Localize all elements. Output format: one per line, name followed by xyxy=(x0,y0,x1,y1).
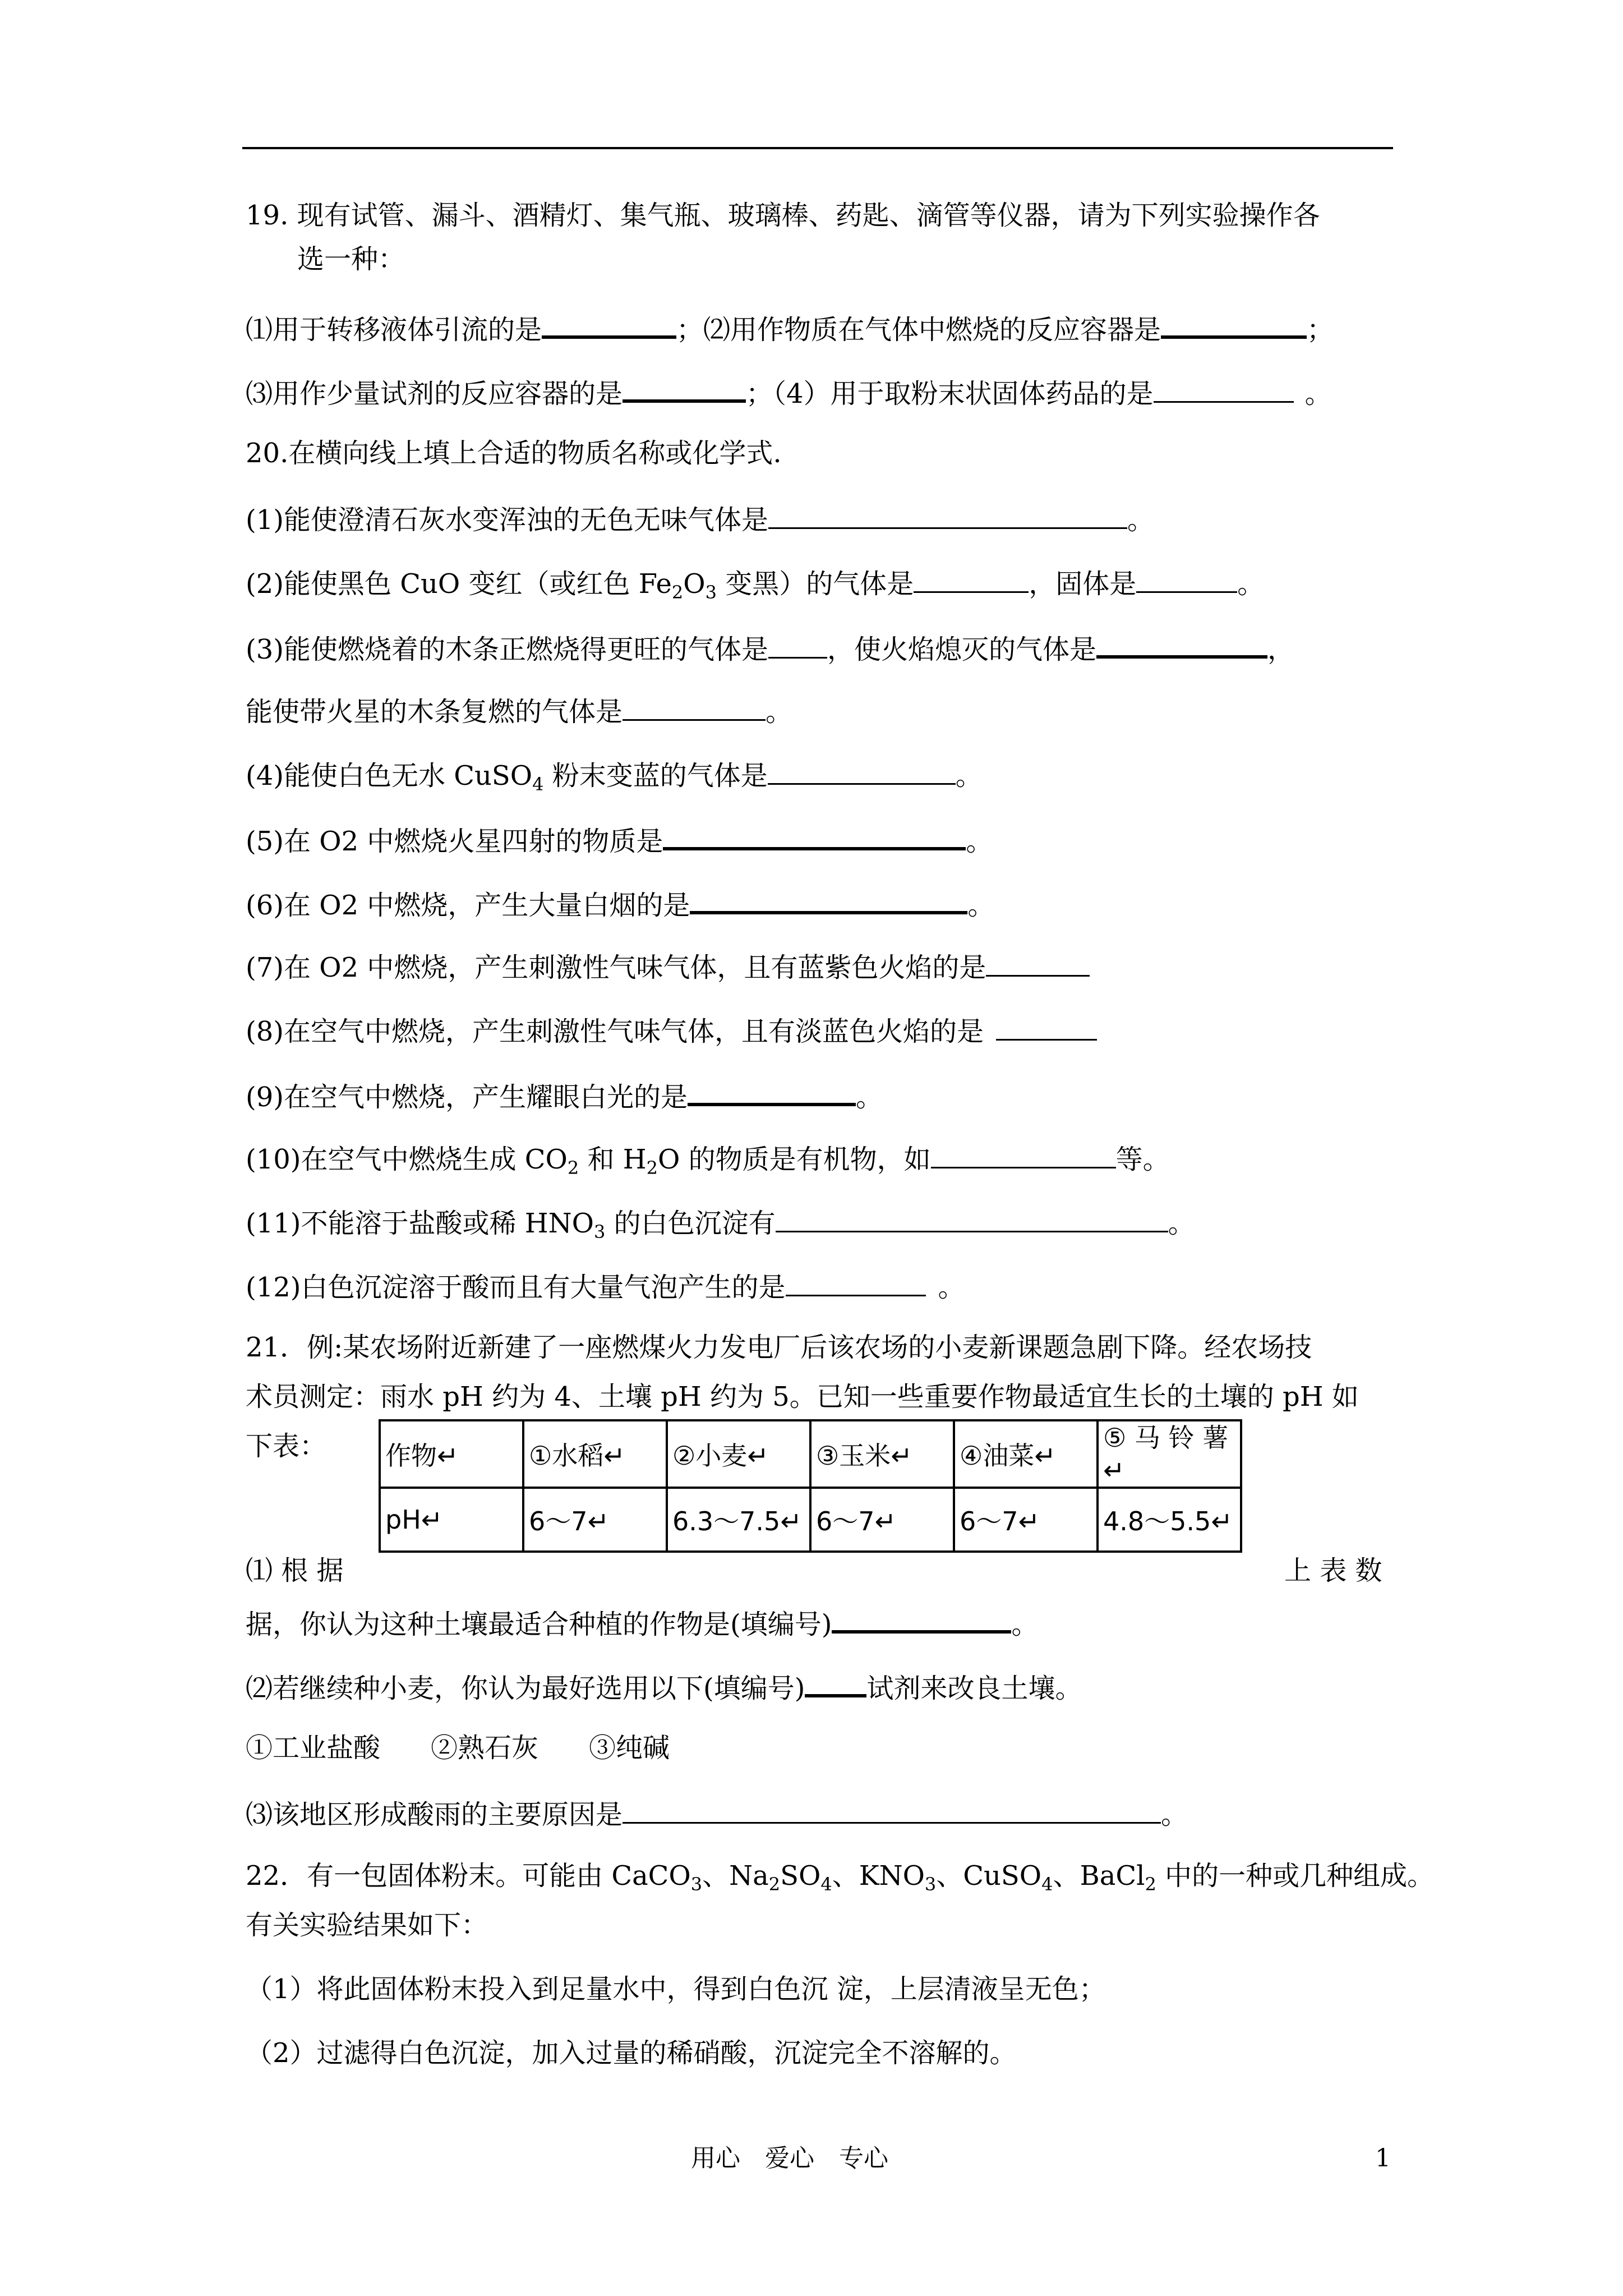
q20-item7 xyxy=(246,947,1090,986)
q20-i3-comma: ， xyxy=(1267,634,1295,665)
q21-blank1[interactable] xyxy=(832,1602,1011,1634)
q21-p1-left: ⑴ 根 据 xyxy=(246,1555,344,1586)
q20-blank5[interactable] xyxy=(1096,627,1267,659)
q20-blank12[interactable] xyxy=(688,1075,856,1106)
q20-i5-text: (5)在 O2 中燃烧火星四射的物质是 xyxy=(246,826,663,857)
q20-i10-end: 等。 xyxy=(1115,1144,1170,1175)
q22-sub1: 3 xyxy=(690,1874,703,1895)
table-row xyxy=(380,1488,1241,1552)
q20-item3-cont xyxy=(246,691,792,730)
crop-ph-table xyxy=(379,1419,1242,1553)
q20-i7-text: (7)在 O2 中燃烧，产生刺激性气味气体，且有蓝紫色火焰的是 xyxy=(246,952,986,983)
header-rule xyxy=(242,147,1393,149)
q20-i10-text: (10)在空气中燃烧生成 CO xyxy=(246,1144,568,1175)
q20-item1 xyxy=(246,499,1154,538)
q21-line1: 21．例:某农场附近新建了一座燃煤火力发电厂后该农场的小麦新课题急剧下降。经农场技 xyxy=(246,1332,1312,1363)
q20-i3-end: 。 xyxy=(766,696,793,728)
q19-l4a: ⑶用作少量试剂的反应容器的是 xyxy=(246,378,623,409)
q19-l4c: 。 xyxy=(1304,378,1332,409)
q21-p2 xyxy=(246,1666,1082,1706)
q20-item3 xyxy=(246,627,1294,668)
q20-item5 xyxy=(246,819,993,859)
table-cell: ②小麦↵ xyxy=(667,1420,810,1488)
q20-i2-o: O xyxy=(683,568,706,600)
q20-i11-sub: 3 xyxy=(594,1221,606,1243)
q22-line4: （2）过滤得白色沉淀，加入过量的稀硝酸，沉淀完全不溶解的。 xyxy=(246,2037,1017,2069)
q20-blank14[interactable] xyxy=(776,1203,1168,1232)
table-cell: 6.3～7.5↵ xyxy=(667,1488,810,1552)
q19-blank3[interactable] xyxy=(623,371,746,403)
q20-item11 xyxy=(246,1203,1195,1250)
option-3: ③纯碱 xyxy=(589,1732,670,1764)
q22-text-b: 、Na xyxy=(702,1860,769,1892)
table-cell: ④油菜↵ xyxy=(954,1420,1098,1488)
q20-blank2[interactable] xyxy=(914,563,1029,593)
q19-l3a: ⑴用于转移液体引流的是 xyxy=(246,314,542,346)
q20-i12-text: (12)白色沉淀溶于酸而且有大量气泡产生的是 xyxy=(246,1272,786,1303)
q20-i10-sub1: 2 xyxy=(567,1157,579,1179)
q20-i6-end: 。 xyxy=(967,890,995,921)
q20-blank6[interactable] xyxy=(623,691,766,721)
q20-title: 20.在横向线上填上合适的物质名称或化学式. xyxy=(246,438,782,469)
q22-sub3: 4 xyxy=(820,1874,832,1895)
option-1: ①工业盐酸 xyxy=(246,1732,381,1764)
q20-item9 xyxy=(246,1075,883,1115)
q21-p1-end: 。 xyxy=(1011,1609,1039,1640)
q20-i2-sub2: 3 xyxy=(705,582,717,603)
q20-i3-text3: 能使带火星的木条复燃的气体是 xyxy=(246,696,623,728)
q20-i11-text2: 的白色沉淀有 xyxy=(605,1208,776,1239)
q21-blank3[interactable] xyxy=(623,1794,1161,1824)
q20-i4-sub: 4 xyxy=(532,774,544,795)
q20-item12 xyxy=(246,1267,965,1305)
q19-line4 xyxy=(246,371,1332,412)
q21-p3-end: 。 xyxy=(1161,1799,1188,1830)
q19-blank1[interactable] xyxy=(542,307,676,339)
q20-i8-text: (8)在空气中燃烧，产生刺激性气味气体，且有淡蓝色火焰的是 xyxy=(246,1016,984,1047)
q19-l3b: ；⑵用作物质在气体中燃烧的反应容器是 xyxy=(676,314,1161,346)
q20-blank8[interactable] xyxy=(663,819,966,850)
q20-i9-text: (9)在空气中燃烧，产生耀眼白光的是 xyxy=(246,1082,688,1113)
q21-line2: 术员测定：雨水 pH 约为 4、土壤 pH 约为 5。已知一些重要作物最适宜生长的土壤的 pH 如 xyxy=(246,1381,1359,1412)
q21-p1-right: 上 表 数 xyxy=(1284,1555,1382,1586)
q22-line2: 有关实验结果如下： xyxy=(246,1910,488,1941)
q21-p3-text: ⑶该地区形成酸雨的主要原因是 xyxy=(246,1799,623,1830)
q21-blank2[interactable] xyxy=(805,1666,866,1697)
table-cell: 6～7↵ xyxy=(523,1488,667,1552)
q20-blank9[interactable] xyxy=(690,883,967,914)
q20-i6-text: (6)在 O2 中燃烧，产生大量白烟的是 xyxy=(246,890,690,921)
q22-sub2: 2 xyxy=(768,1874,781,1895)
q19-blank2[interactable] xyxy=(1161,307,1307,339)
q22-text-f: 、BaCl xyxy=(1053,1860,1145,1892)
q20-i9-end: 。 xyxy=(856,1082,883,1113)
q22-text-e: 、CuSO xyxy=(936,1860,1042,1892)
table-row xyxy=(380,1420,1241,1488)
table-cell: 6～7↵ xyxy=(810,1488,954,1552)
q19-l3c: ； xyxy=(1307,314,1334,346)
q20-i10-sub2: 2 xyxy=(646,1157,658,1179)
table-cell: ⑤ 马 铃 薯↵ xyxy=(1098,1420,1241,1488)
table-cell: pH↵ xyxy=(380,1488,523,1552)
table-cell: 6～7↵ xyxy=(954,1488,1098,1552)
table-cell: 4.8～5.5↵ xyxy=(1098,1488,1241,1552)
q20-blank11[interactable] xyxy=(996,1011,1097,1041)
q20-i4-text2: 粉末变蓝的气体是 xyxy=(543,760,768,792)
q21-options xyxy=(246,1730,670,1766)
q22-sub5: 4 xyxy=(1041,1874,1053,1895)
q22-text-c: SO xyxy=(780,1860,821,1892)
q20-i11-text: (11)不能溶于盐酸或稀 HNO xyxy=(246,1208,594,1239)
q20-item8 xyxy=(246,1011,1097,1050)
q19-l4b: ；（4）用于取粉末状固体药品的是 xyxy=(746,378,1154,409)
q20-i10-text3: O 的物质是有机物，如 xyxy=(657,1144,931,1175)
q20-i3-text: (3)能使燃烧着的木条正燃烧得更旺的气体是 xyxy=(246,634,768,665)
table-cell: ③玉米↵ xyxy=(810,1420,954,1488)
q20-item6 xyxy=(246,883,994,923)
q20-blank4[interactable] xyxy=(768,629,827,659)
q20-blank1[interactable] xyxy=(768,499,1127,529)
q21-p1-text: 据，你认为这种土壤最适合种植的作物是(填编号) xyxy=(246,1609,832,1640)
q20-blank7[interactable] xyxy=(768,755,956,785)
q21-p3 xyxy=(246,1794,1188,1833)
q22-sub6: 2 xyxy=(1145,1874,1156,1895)
q20-i5-end: 。 xyxy=(966,826,993,857)
q21-p2-text2: 试剂来改良土壤。 xyxy=(866,1673,1082,1704)
q20-item2 xyxy=(246,563,1264,610)
q20-i2-text3: ，固体是 xyxy=(1029,568,1137,600)
q20-blank10[interactable] xyxy=(986,947,1090,977)
q22-text-d: 、KNO xyxy=(832,1860,925,1892)
q20-blank13[interactable] xyxy=(931,1139,1116,1168)
q20-i1-end: 。 xyxy=(1127,504,1155,536)
q22-text-g: 中的一种或几种组成。 xyxy=(1156,1860,1435,1892)
q20-item10 xyxy=(246,1139,1170,1186)
q21-line3: 下表： xyxy=(246,1430,327,1462)
q20-i1-text: (1)能使澄清石灰水变浑浊的无色无味气体是 xyxy=(246,504,768,536)
q22-line1 xyxy=(246,1858,1434,1902)
q21-p2-text: ⑵若继续种小麦，你认为最好选用以下(填编号) xyxy=(246,1673,805,1704)
q20-item4 xyxy=(246,755,983,802)
page-footer: 用心 爱心 专心 xyxy=(691,2144,888,2173)
q20-i4-text: (4)能使白色无水 CuSO xyxy=(246,760,533,792)
q20-i2-end: 。 xyxy=(1237,568,1265,600)
page-number: 1 xyxy=(1375,2144,1391,2173)
q20-i12-end: 。 xyxy=(938,1272,965,1303)
q20-i3-text2: ，使火焰熄灭的气体是 xyxy=(827,634,1097,665)
q20-blank3[interactable] xyxy=(1136,563,1237,593)
table-cell: ①水稻↵ xyxy=(523,1420,667,1488)
q19-line3 xyxy=(246,307,1334,348)
option-2: ②熟石灰 xyxy=(431,1732,539,1764)
q22-sub4: 3 xyxy=(924,1874,937,1895)
table-cell: 作物↵ xyxy=(380,1420,523,1488)
q20-i4-end: 。 xyxy=(955,760,983,792)
q20-i10-text2: 和 H xyxy=(579,1144,647,1175)
q22-line3: （1）将此固体粉末投入到足量水中，得到白色沉 淀，上层清液呈无色； xyxy=(246,1973,1106,2005)
q19-blank4[interactable] xyxy=(1154,373,1294,403)
q19-line2: 选一种： xyxy=(297,243,405,275)
q20-i2-text2: 变黑）的气体是 xyxy=(716,568,914,600)
q20-i2-sub1: 2 xyxy=(671,582,684,603)
q21-p1 xyxy=(246,1602,1038,1642)
q20-i2-text: (2)能使黑色 CuO 变红（或红色 Fe xyxy=(246,568,672,600)
q20-blank15[interactable] xyxy=(786,1267,926,1296)
q22-text-a: 22．有一包固体粉末。可能由 CaCO xyxy=(246,1860,691,1892)
q20-i11-end: 。 xyxy=(1168,1208,1195,1239)
q19-line1: 19. 现有试管、漏斗、酒精灯、集气瓶、玻璃棒、药匙、滴管等仪器，请为下列实验操作各 xyxy=(246,200,1320,231)
